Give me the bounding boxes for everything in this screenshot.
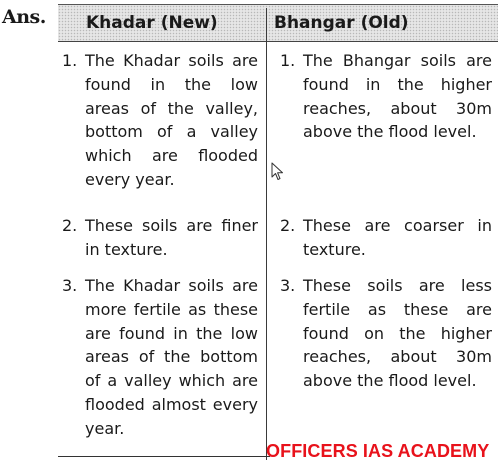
point-text: These soils are finer in texture. [85, 216, 258, 259]
point-text: These are coarser in texture. [303, 216, 492, 259]
header-khadar: Khadar (New) [86, 13, 218, 33]
comparison-table [58, 4, 498, 438]
point-number: 1. [280, 51, 296, 70]
watermark: OFFICERS IAS ACADEMY [266, 441, 490, 461]
point-text: These soils are less fertile as these are found on the higher reaches, about 30m above the flood level. [303, 276, 492, 391]
point-number: 2. [62, 216, 78, 235]
mouse-pointer-icon [271, 162, 285, 182]
bhangar-point-2 [280, 214, 492, 262]
point-text: The Khadar soils are more fertile as these are found in the low areas of the bottom of a valley which are flooded almost every year. [85, 276, 258, 438]
point-text: The Khadar soils are found in the low areas of the valley, bottom of a valley which are flooded every year. [85, 51, 258, 189]
table-bottom-rule [58, 456, 270, 457]
khadar-point-1 [62, 49, 258, 192]
answer-label: Ans. [2, 6, 46, 28]
table-header [58, 4, 498, 42]
khadar-point-3 [62, 274, 258, 441]
column-divider [266, 8, 267, 460]
bhangar-point-1 [280, 49, 492, 144]
point-text: The Bhangar soils are found in the higher reaches, about 30m above the flood level. [303, 51, 492, 142]
bhangar-point-3 [280, 274, 492, 393]
point-number: 1. [62, 51, 78, 70]
point-number: 2. [280, 216, 296, 235]
khadar-point-2 [62, 214, 258, 262]
point-number: 3. [62, 276, 78, 295]
header-bhangar: Bhangar (Old) [274, 13, 409, 33]
point-number: 3. [280, 276, 296, 295]
